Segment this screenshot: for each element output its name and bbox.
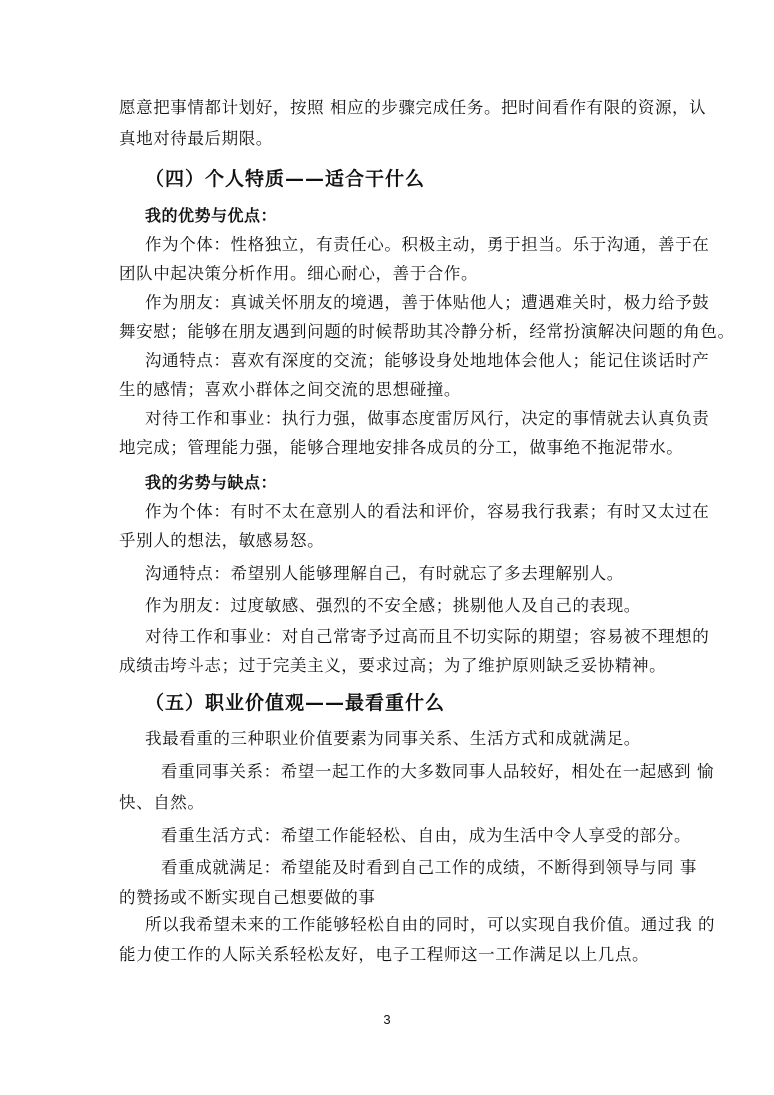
- section-5-p5-line-1: 所以我希望未来的工作能够轻松自由的同时，可以实现自我价值。通过我 的: [145, 915, 716, 934]
- section-5-p5-line-2: 能力使工作的人际关系轻松友好，电子工程师这一工作满足以上几点。: [119, 945, 650, 964]
- section-4-heading: （四）个人特质——适合干什么: [145, 168, 426, 190]
- section-5-p4-line-1: 看重成就满足：希望能及时看到自己工作的成绩，不断得到领导与同 事: [161, 858, 697, 877]
- weaknesses-p2: 沟通特点：希望别人能够理解自己，有时就忘了多去理解别人。: [145, 564, 624, 583]
- strengths-title: 我的优势与优点：: [145, 206, 278, 225]
- strengths-p4-line-2: 地完成；管理能力强，能够合理地安排各成员的分工，做事绝不拖泥带水。: [119, 438, 684, 457]
- section-5-p1: 我最看重的三种职业价值要素为同事关系、生活方式和成就满足。: [145, 729, 641, 748]
- section-5-p3: 看重生活方式：希望工作能轻松、自由，成为生活中令人享受的部分。: [161, 826, 692, 845]
- strengths-p2-line-1: 作为朋友：真诚关怀朋友的境遇，善于体贴他人；遭遇难关时，极力给予鼓: [145, 293, 710, 312]
- strengths-p4-line-1: 对待工作和事业：执行力强，做事态度雷厉风行，决定的事情就去认真负责: [145, 409, 710, 428]
- weaknesses-p1-line-1: 作为个体：有时不太在意别人的看法和评价，容易我行我素；有时又太过在: [145, 502, 710, 521]
- section-5-p2-line-1: 看重同事关系：希望一起工作的大多数同事人品较好，相处在一起感到 愉: [161, 762, 715, 781]
- weaknesses-p4-line-1: 对待工作和事业：对自己常寄予过高而且不切实际的期望；容易被不理想的: [145, 627, 710, 646]
- strengths-p1-line-1: 作为个体：性格独立，有责任心。积极主动，勇于担当。乐于沟通，善于在: [145, 235, 710, 254]
- page-number: 3: [383, 1012, 391, 1027]
- strengths-p2-line-2: 舞安慰；能够在朋友遇到问题的时候帮助其冷静分析，经常扮演解决问题的角色。: [119, 322, 735, 341]
- strengths-p3-line-2: 生的感情；喜欢小群体之间交流的思想碰撞。: [119, 380, 461, 399]
- strengths-p3-line-1: 沟通特点：喜欢有深度的交流；能够设身处地地体会他人；能记住谈话时产: [145, 351, 710, 370]
- section-5-heading: （五）职业价值观——最看重什么: [145, 692, 446, 714]
- section-5-p2-line-2: 快、自然。: [119, 793, 205, 812]
- intro-line-1: 愿意把事情都计划好，按照 相应的步骤完成任务。把时间看作有限的资源，认: [119, 98, 707, 117]
- section-5-p4-line-2: 的赞扬或不断实现自己想要做的事: [119, 888, 376, 907]
- weaknesses-p4-line-2: 成绩击垮斗志；过于完美主义，要求过高；为了维护原则缺乏妥协精神。: [119, 656, 667, 675]
- intro-line-2: 真地对待最后期限。: [119, 129, 273, 148]
- weaknesses-p1-line-2: 乎别人的想法，敏感易怒。: [119, 531, 325, 550]
- strengths-p1-line-2: 团队中起决策分析作用。细心耐心，善于合作。: [119, 264, 479, 283]
- weaknesses-title: 我的劣势与缺点：: [145, 473, 278, 492]
- weaknesses-p3: 作为朋友：过度敏感、强烈的不安全感；挑剔他人及自己的表现。: [145, 596, 641, 615]
